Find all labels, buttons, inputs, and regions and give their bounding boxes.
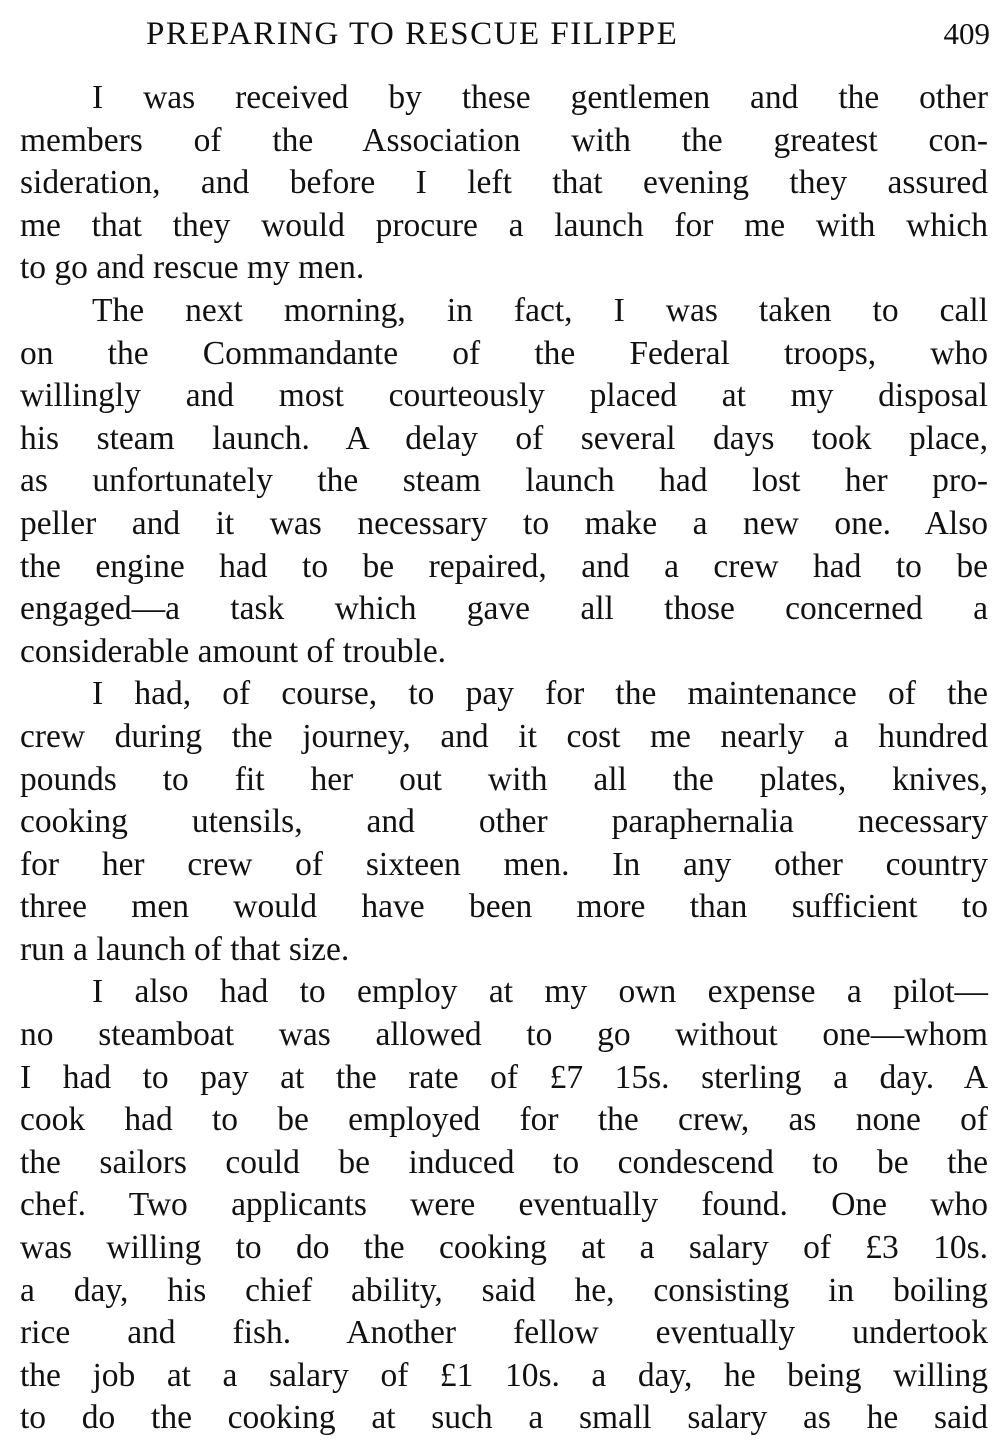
text-line: peller and it was necessary to make a new one. Also xyxy=(20,504,988,542)
text-line: to do the cooking at such a small salary as he said xyxy=(20,1399,988,1437)
text-line: a day, his chief ability, said he, consisting in boiling xyxy=(20,1271,988,1309)
text-line: engaged—a task which gave all those concerned a xyxy=(20,590,988,628)
text-line: his steam launch. A delay of several days took place, xyxy=(20,419,988,457)
page-number: 409 xyxy=(943,16,990,51)
text-line: the engine had to be repaired, and a crew had to be xyxy=(20,547,988,585)
body-text xyxy=(20,77,988,1440)
text-line: chef. Two applicants were eventually found. One who xyxy=(20,1186,988,1224)
text-line: to go and rescue my men. xyxy=(20,249,365,287)
text-line: rice and fish. Another fellow eventually undertook xyxy=(20,1314,988,1352)
text-line: run a launch of that size. xyxy=(20,930,350,968)
text-line: me that they would procure a launch for me with which xyxy=(20,206,988,244)
text-line: I was received by these gentlemen and the other xyxy=(92,79,988,116)
text-line: on the Commandante of the Federal troops, who xyxy=(20,334,988,372)
text-line: pounds to fit her out with all the plates, knives, xyxy=(20,760,988,798)
text-line: willingly and most courteously placed at my disposal xyxy=(20,377,988,415)
text-line: was willing to do the cooking at a salary of £3 10s. xyxy=(20,1229,988,1267)
text-line: the job at a salary of £1 10s. a day, he being willing xyxy=(20,1356,988,1394)
text-line: considerable amount of trouble. xyxy=(20,632,447,670)
text-line: The next morning, in fact, I was taken to call xyxy=(92,291,988,329)
text-line: no steamboat was allowed to go without one—whom xyxy=(20,1016,988,1054)
text-line: cooking utensils, and other paraphernalia necessary xyxy=(20,803,988,841)
text-line: I had to pay at the rate of £7 15s. sterling a day. A xyxy=(20,1058,988,1096)
text-line: three men would have been more than sufficient to xyxy=(20,888,988,926)
chapter-running-title: PREPARING TO RESCUE FILIPPE xyxy=(146,16,679,52)
text-line: I had, of course, to pay for the maintenance of the xyxy=(92,675,988,713)
text-line: sideration, and before I left that evening they assured xyxy=(20,164,988,202)
running-head xyxy=(20,12,990,56)
text-line: cook had to be employed for the crew, as none of xyxy=(20,1101,988,1139)
text-line: for her crew of sixteen men. In any other country xyxy=(20,845,988,883)
text-line: the sailors could be induced to condescend to be the xyxy=(20,1143,988,1181)
text-line: members of the Association with the greatest con- xyxy=(20,121,988,159)
text-line: crew during the journey, and it cost me nearly a hundred xyxy=(20,717,988,755)
text-line: as unfortunately the steam launch had lost her pro- xyxy=(20,462,988,500)
text-line: I also had to employ at my own expense a pilot— xyxy=(92,973,988,1011)
